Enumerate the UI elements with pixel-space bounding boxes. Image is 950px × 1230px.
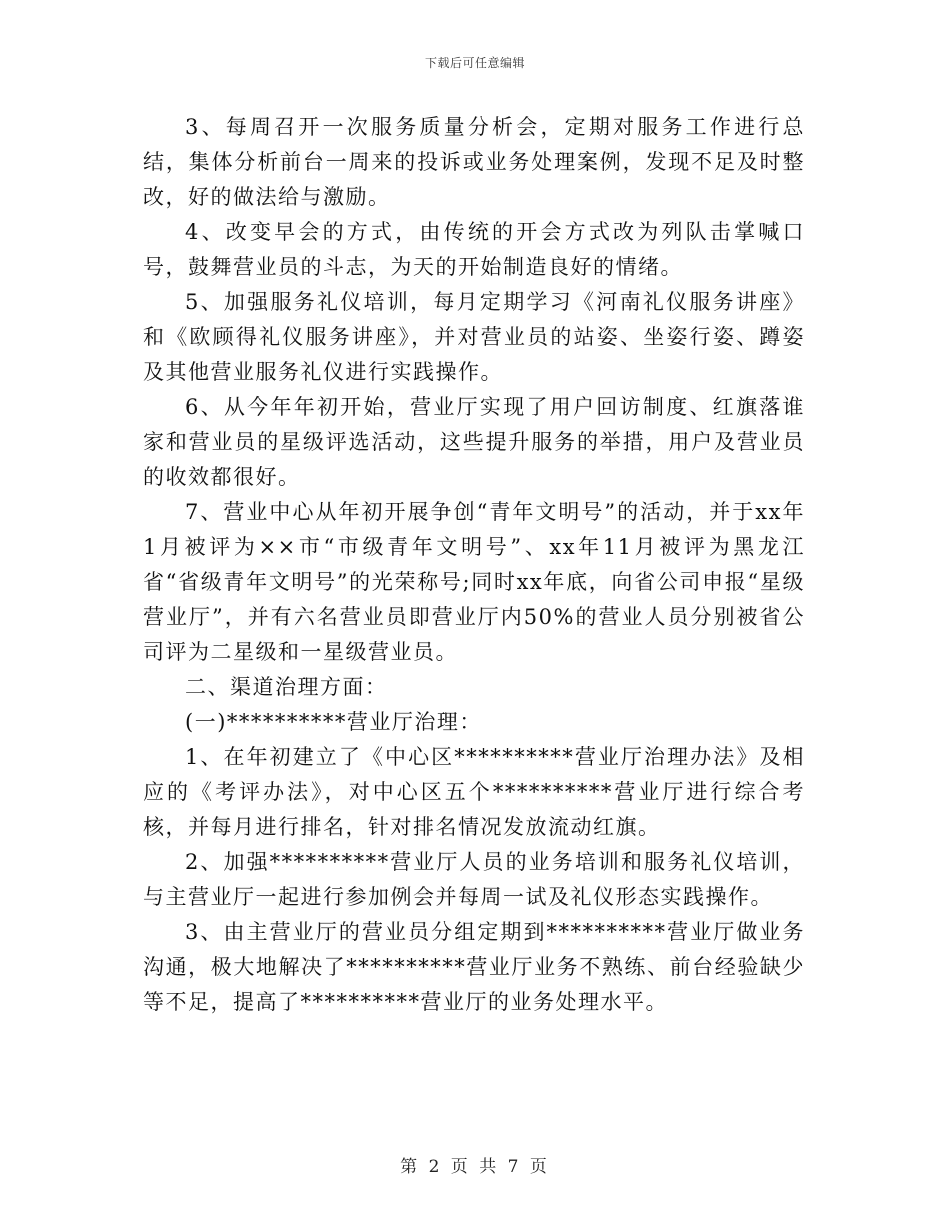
paragraph-morning-meeting: 4、改变早会的方式，由传统的开会方式改为列队击掌喊口号，鼓舞营业员的斗志，为天的开始制造良好的情绪。 [143, 220, 805, 279]
subsection-heading-hall-management: (一)**********营业厅治理： [185, 710, 482, 734]
page-number-footer: 第 2 页 共 7 页 [400, 1157, 550, 1177]
paragraph-youth-civilization: 7、营业中心从年初开展争创“青年文明号”的活动，并于xx年1月被评为××市“市级青年文明号”、xx年11月被评为黑龙江省“省级青年文明号”的光荣称号;同时xx年底，向省公司申报“星级营业厅”，并有六名营业员即营业厅内50%的营业人员分别被省公司评为二星级和一星级营业员。 [143, 500, 805, 664]
paragraph-staff-training: 2、加强**********营业厅人员的业务培训和服务礼仪培训，与主营业厅一起进行参加例会并每周一试及礼仪形态实践操作。 [143, 850, 805, 909]
paragraph-etiquette-training: 5、加强服务礼仪培训，每月定期学习《河南礼仪服务讲座》和《欧顾得礼仪服务讲座》，并对营业员的站姿、坐姿行姿、蹲姿及其他营业服务礼仪进行实践操作。 [143, 290, 805, 384]
page-header-note: 下载后可任意编辑 [424, 56, 525, 70]
document-body [143, 110, 805, 1020]
paragraph-management-measures: 1、在年初建立了《中心区**********营业厅治理办法》及相应的《考评办法》，对中心区五个**********营业厅进行综合考核，并每月进行排名，针对排名情况发放流动红旗。 [143, 745, 805, 839]
paragraph-service-meeting: 3、每周召开一次服务质量分析会，定期对服务工作进行总结，集体分析前台一周来的投诉或业务处理案例，发现不足及时整改，好的做法给与激励。 [143, 115, 805, 209]
paragraph-business-communication: 3、由主营业厅的营业员分组定期到**********营业厅做业务沟通，极大地解决了**********营业厅业务不熟练、前台经验缺少等不足，提高了**********营业厅的业务处理水平。 [143, 920, 805, 1014]
paragraph-user-revisit: 6、从今年年初开始，营业厅实现了用户回访制度、红旗落谁家和营业员的星级评选活动，这些提升服务的举措，用户及营业员的收效都很好。 [143, 395, 805, 489]
section-heading-channel-management: 二、渠道治理方面： [185, 675, 388, 699]
